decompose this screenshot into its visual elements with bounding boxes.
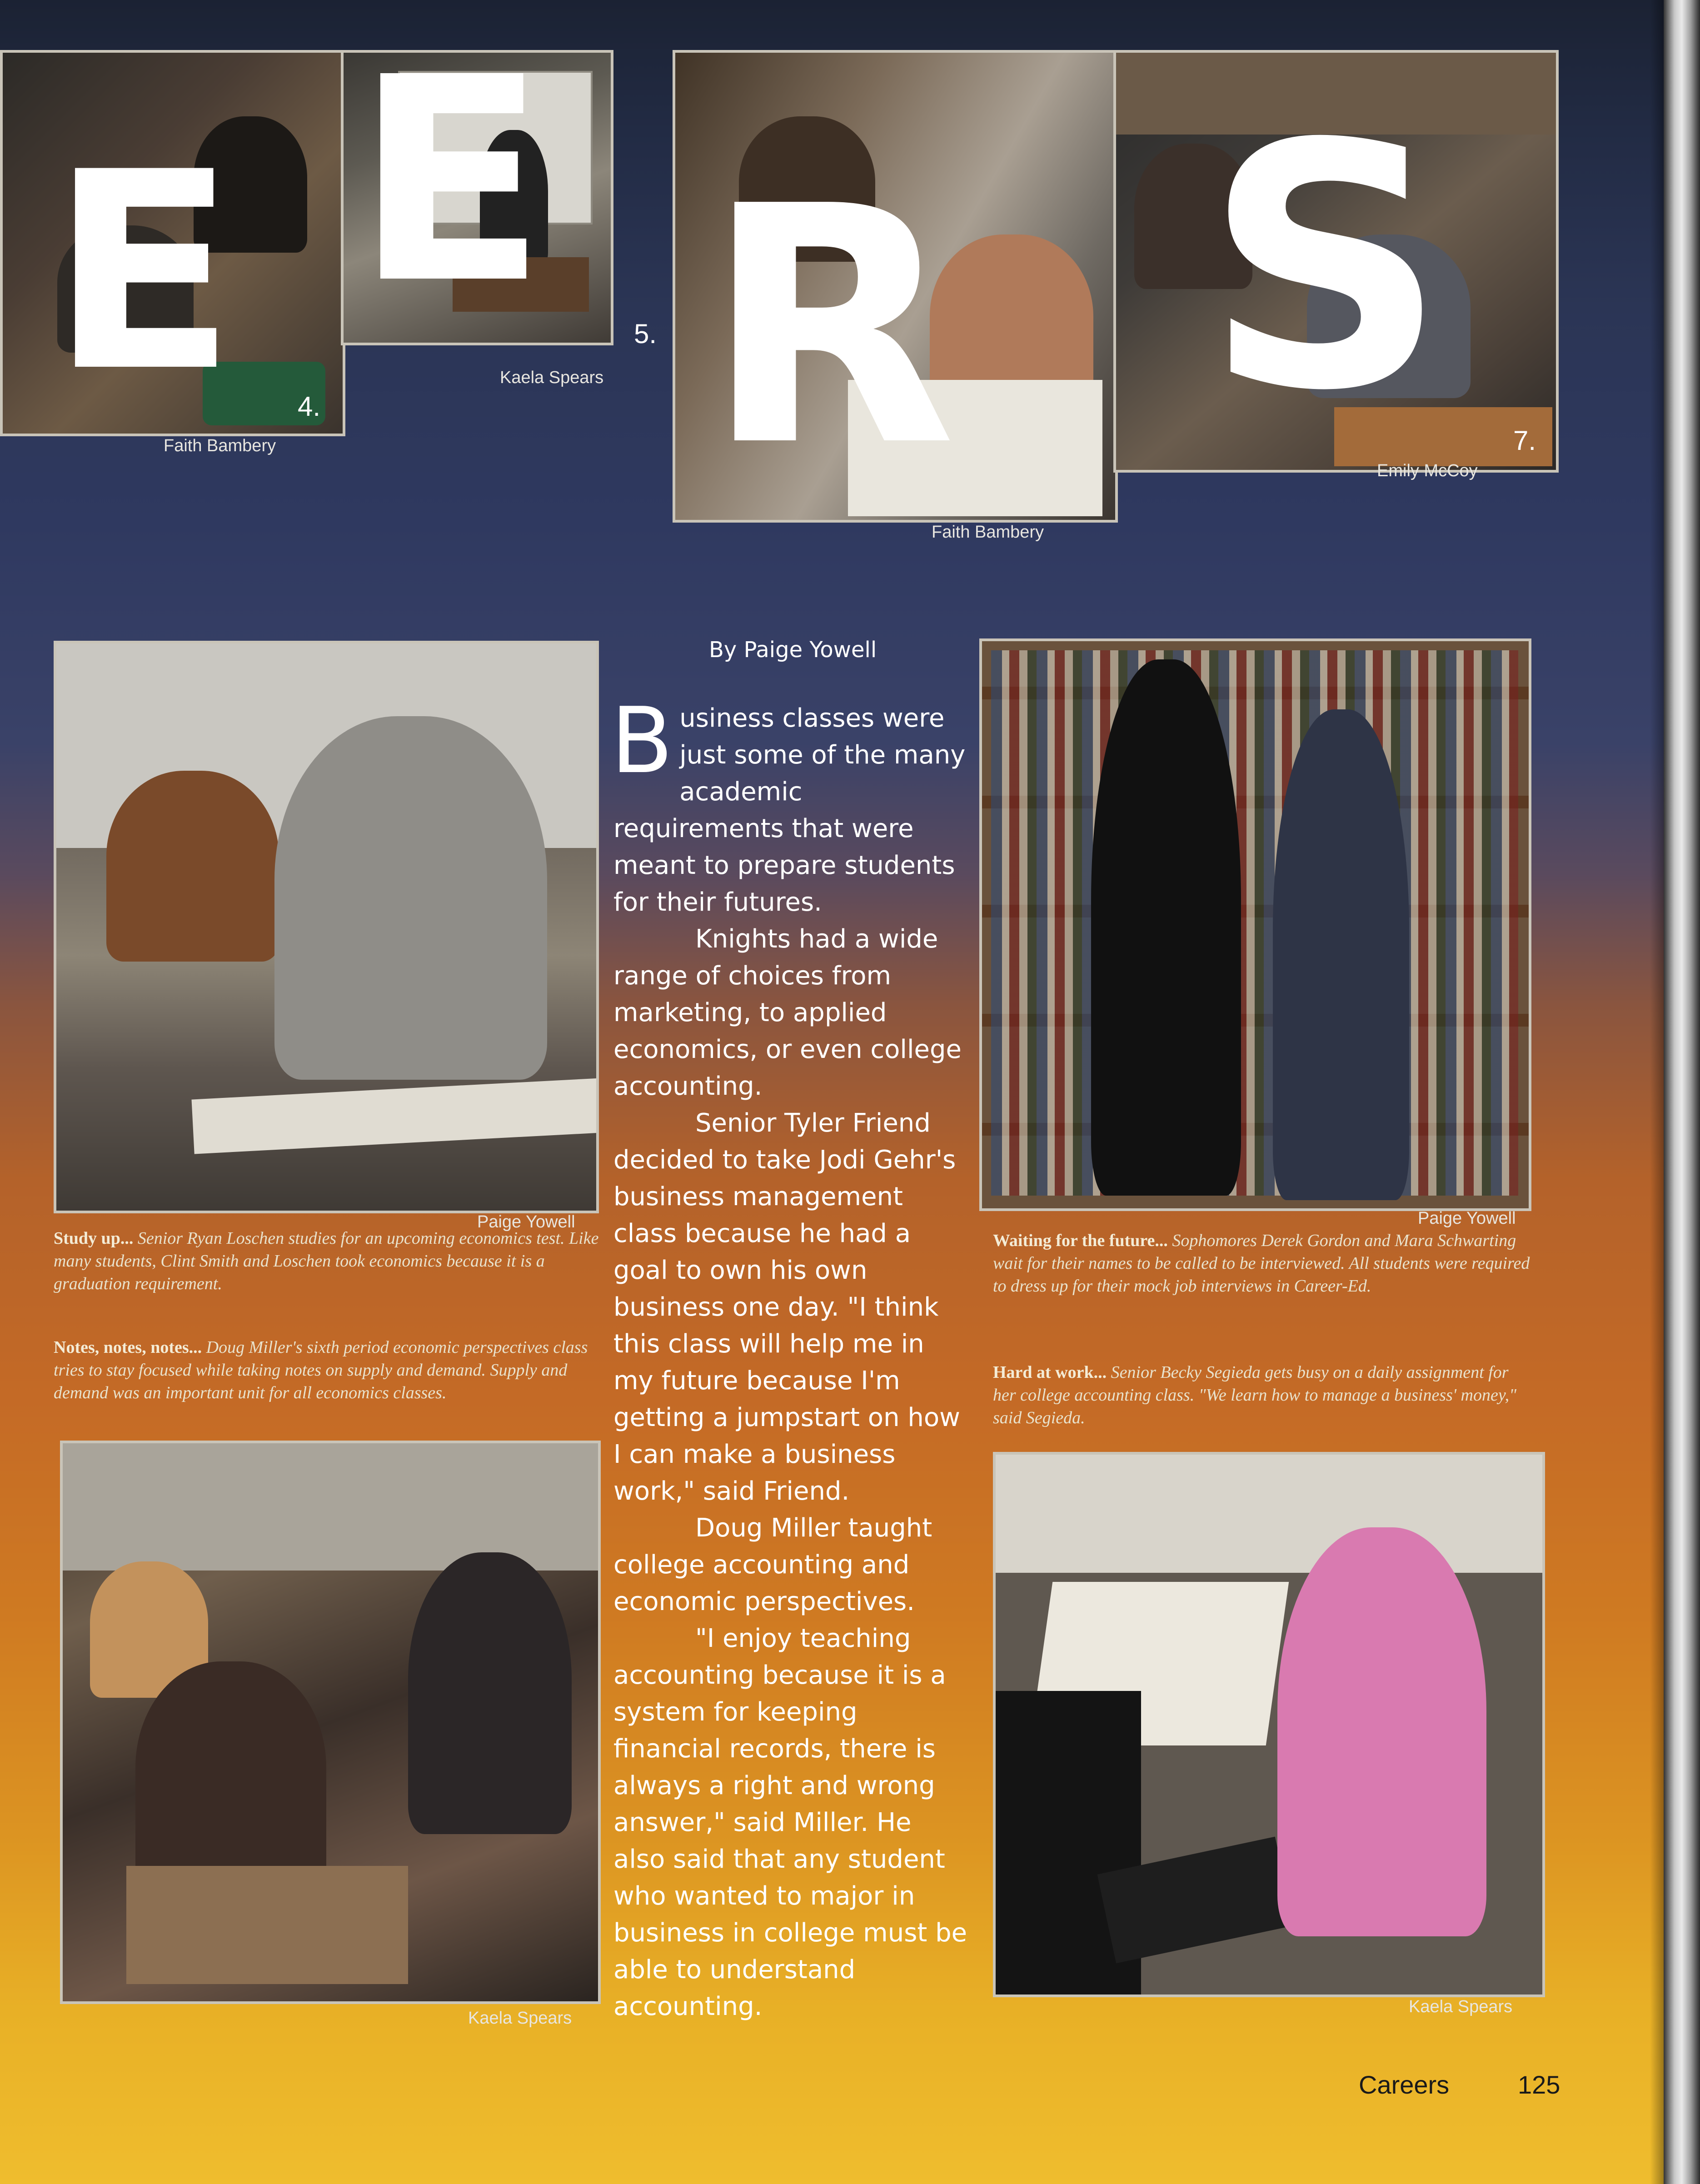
photo-number-7: 7. (1513, 425, 1536, 456)
left-photo-study-credit: Paige Yowell (477, 1212, 575, 1232)
left-caption-study-title: Study up... (54, 1229, 134, 1248)
footer-page-number: 125 (1518, 2070, 1560, 2099)
footer-section-label: Careers (1359, 2070, 1450, 2099)
right-caption-work-text: Senior Becky Segieda gets busy on a daily assignment for her college accounting class. "We learn how to manage a business' money," said Segieda. (993, 1363, 1517, 1427)
right-photo-work (993, 1452, 1545, 1997)
photo-credit-6: Faith Bambery (932, 523, 1044, 542)
header-letter-e1: E (50, 114, 236, 431)
right-photo-work-credit: Kaela Spears (1409, 1997, 1513, 2016)
left-caption-notes-text: Doug Miller's sixth period economic perspectives class tries to stay focused while taking notes on supply and demand. Supply and demand was an important unit for all economics classes. (54, 1338, 588, 1402)
right-caption-work-title: Hard at work... (993, 1363, 1107, 1382)
photo-credit-5: Kaela Spears (500, 368, 604, 387)
left-caption-study (54, 1227, 599, 1295)
right-caption-waiting-text: Sophomores Derek Gordon and Mara Schwarting wait for their names to be called to be interviewed. All students were required to dress up for their mock job interviews in Career-Ed. (993, 1231, 1530, 1296)
book-spine (1664, 0, 1700, 2184)
right-caption-waiting-title: Waiting for the future... (993, 1231, 1168, 1250)
photo-credit-4: Faith Bambery (164, 436, 276, 455)
left-caption-study-text: Senior Ryan Loschen studies for an upcoming economics test. Like many students, Clint Smith and Loschen took economics because it is a graduation requirement. (54, 1229, 599, 1293)
article-dropcap: B (611, 688, 673, 794)
article-byline: By Paige Yowell (709, 637, 877, 663)
right-caption-work (993, 1361, 1534, 1429)
article-paragraph-4: Doug Miller taught college accounting and economic perspectives. (613, 1513, 932, 1616)
left-photo-notes-credit: Kaela Spears (468, 2009, 572, 2028)
article-paragraph-3: Senior Tyler Friend decided to take Jodi Gehr's business management class because he had a goal to own his own business one day. "I think this class will help me in my future because I'm getting a jumpstart on how I can make a business work," said Friend. (613, 1108, 960, 1506)
header-letter-r: R (704, 137, 957, 518)
page-edge-shadow (1650, 0, 1664, 2184)
right-photo-waiting (979, 638, 1531, 1211)
article-body (611, 688, 968, 2025)
article-paragraph-5: "I enjoy teaching accounting because it is a system for keeping financial records, there is always a right and wrong answer," said Miller. He also said that any student who wanted to major in business in college must be able to understand accounting. (613, 1624, 967, 2021)
article-paragraph-2: Knights had a wide range of choices from marketing, to applied economics, or even college accounting. (613, 924, 962, 1101)
left-caption-notes (54, 1336, 599, 1404)
right-caption-waiting (993, 1229, 1534, 1297)
left-caption-notes-title: Notes, notes, notes... (54, 1338, 202, 1357)
header-letter-e2: E (354, 18, 547, 345)
photo-number-4: 4. (298, 391, 321, 422)
photo-number-5: 5. (634, 319, 657, 349)
right-photo-waiting-credit: Paige Yowell (1418, 1209, 1516, 1228)
article-paragraph-1: Business classes were just some of the many academic requirements that were meant to prepare students for their futures. (611, 688, 966, 917)
left-photo-notes (60, 1441, 601, 2004)
photo-credit-7: Emily McCoy (1377, 461, 1478, 480)
left-photo-study (54, 641, 599, 1213)
header-letter-s: S (1204, 72, 1446, 464)
